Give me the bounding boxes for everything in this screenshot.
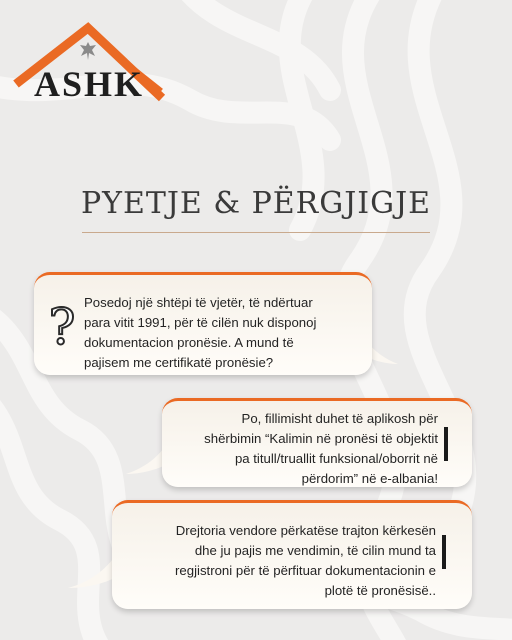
- answer-line: regjistroni për të përfituar dokumentacionin e: [175, 563, 436, 578]
- page-title: PYETJE & PËRGJIGJE: [80, 186, 431, 221]
- answer-line: Po, fillimisht duhet të aplikosh për: [241, 411, 438, 426]
- answer-line: përdorim” në e-albania!: [301, 471, 438, 486]
- answer-line: dhe ju pajis me vendimin, të cilin mund ta: [194, 543, 436, 558]
- accent-bar: [444, 427, 448, 461]
- title-divider: [82, 232, 430, 233]
- answer-line: Drejtoria vendore përkatëse trajton kërkesën: [175, 523, 436, 538]
- answer-text: [170, 409, 438, 489]
- answer-bubble-2: [112, 500, 472, 609]
- eagle-emblem-icon: [78, 40, 98, 62]
- answer-text-2: [120, 521, 436, 601]
- answer-line: plotë të pronësisë..: [324, 583, 436, 598]
- question-line: dokumentacion pronësie. A mund të: [84, 335, 294, 350]
- ashk-logo: [12, 20, 172, 110]
- question-text: [84, 293, 366, 373]
- question-line: para vitit 1991, për të cilën nuk disponoj: [84, 315, 317, 330]
- question-line: Posedoj një shtëpi të vjetër, të ndërtuar: [84, 295, 313, 310]
- question-bubble: [34, 272, 372, 375]
- answer-line: shërbimin “Kalimin në pronësi të objektit: [204, 431, 438, 446]
- question-mark-icon: ?: [48, 298, 76, 356]
- question-line: pajisem me certifikatë pronësie?: [84, 355, 274, 370]
- accent-bar: [442, 535, 446, 569]
- answer-line: pa titull/truallit funksional/oborrit në: [234, 451, 438, 466]
- answer-bubble: [162, 398, 472, 487]
- bubble-tail: [66, 548, 118, 592]
- logo-text: ASHK: [34, 64, 145, 104]
